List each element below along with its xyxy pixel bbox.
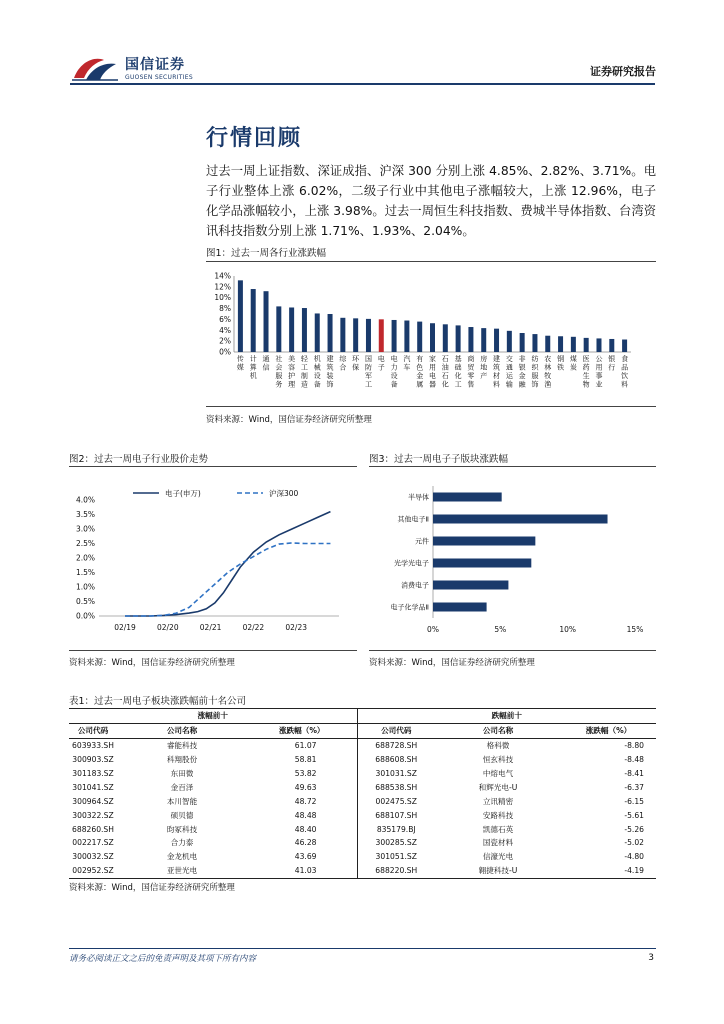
table-cell: 48.40 <box>247 822 357 836</box>
table-cell: 合力泰 <box>170 838 194 848</box>
category-label: 纺织服饰 <box>531 355 539 389</box>
bar <box>433 515 608 524</box>
table-cell: -4.80 <box>624 852 644 862</box>
bar <box>404 321 409 352</box>
table-cell: 东田微 <box>170 769 194 778</box>
table-cell: 002952.SZ <box>72 866 114 876</box>
category-label: 石油石化 <box>441 355 449 389</box>
table-cell: 835179.BJ <box>376 824 416 834</box>
category-label: 元件 <box>415 537 429 546</box>
category-label: 电子化学品Ⅱ <box>390 603 429 612</box>
footer-rule <box>69 948 656 949</box>
x-tick-label: 15% <box>626 625 644 634</box>
table-cell: -5.02 <box>624 838 644 848</box>
y-tick-label: 0.0% <box>75 611 95 621</box>
table-cell: 凯德石英 <box>482 824 514 834</box>
category-label: 电子 <box>377 355 385 372</box>
table-cell: -6.37 <box>624 782 644 792</box>
x-tick-label: 02/19 <box>114 623 136 632</box>
bar <box>520 333 525 352</box>
category-label: 公用事业 <box>595 355 603 389</box>
bar <box>443 324 448 352</box>
category-label: 电力设备 <box>390 355 398 389</box>
trend-line-chart <box>69 470 357 650</box>
category-label: 建筑装饰 <box>326 355 334 389</box>
table-cell: 002217.SZ <box>72 838 114 848</box>
table-cell: 安路科技 <box>482 810 514 820</box>
table-row <box>69 850 656 864</box>
table-row <box>69 836 656 850</box>
y-tick-label: 4% <box>219 325 231 335</box>
table-cell: -8.41 <box>624 769 644 778</box>
category-label: 社会服务 <box>275 355 283 389</box>
table-row <box>69 767 656 781</box>
table-cell: 53.82 <box>247 767 357 781</box>
table-cell: 301031.SZ <box>375 769 417 778</box>
bar <box>315 313 320 352</box>
fig2-top-rule <box>69 466 357 467</box>
bar <box>302 308 307 352</box>
table-cell: 688728.SH <box>375 741 418 751</box>
table-cell: 603933.SH <box>72 741 114 751</box>
table-cell: 48.48 <box>247 808 357 822</box>
y-tick-label: 14% <box>214 271 231 281</box>
category-label: 美容护理 <box>288 355 296 389</box>
table-cell: 睿能科技 <box>166 741 198 751</box>
y-tick-label: 3.5% <box>75 510 95 519</box>
y-tick-label: 2.0% <box>75 553 95 563</box>
fig2-source: 资料来源：Wind，国信证券经济研究所整理 <box>69 658 235 668</box>
table-cell: 恒玄科技 <box>482 755 514 765</box>
section-title-block <box>206 121 302 152</box>
table-cell: 688538.SH <box>375 782 418 792</box>
category-label: 银行 <box>608 355 616 372</box>
y-tick-label: 3.0% <box>75 524 95 534</box>
fig1-bottom-rule <box>206 406 656 407</box>
bar <box>507 331 512 352</box>
category-label: 轻工制造 <box>300 355 308 389</box>
bar <box>481 328 486 352</box>
table-cell: -6.15 <box>624 796 644 806</box>
bar <box>494 329 499 352</box>
series-line <box>125 512 330 616</box>
page-number: 3 <box>648 953 654 963</box>
table-cell: 688220.SH <box>375 866 418 876</box>
category-label: 非银金融 <box>518 355 526 389</box>
category-label: 钢铁 <box>557 355 565 372</box>
bar <box>430 323 435 352</box>
x-tick-label: 02/21 <box>199 623 222 632</box>
table-cell: 300032.SZ <box>72 852 114 862</box>
y-tick-label: 1.0% <box>75 582 95 592</box>
bar <box>584 338 589 352</box>
table-cell: 002475.SZ <box>375 796 417 806</box>
category-label: 食品饮料 <box>621 355 629 389</box>
x-tick-label: 02/20 <box>156 623 179 632</box>
legend-label: 电子(申万) <box>165 489 201 498</box>
table-cell: 48.72 <box>247 794 357 808</box>
table-cell: 翱捷科技-U <box>478 866 518 876</box>
category-label: 房地产 <box>480 355 488 380</box>
category-label: 环保 <box>352 355 360 372</box>
category-label: 基础化工 <box>454 355 462 389</box>
table-cell: 58.81 <box>247 753 357 767</box>
table-cell: -4.19 <box>624 866 644 876</box>
category-label: 其他电子Ⅱ <box>397 515 429 524</box>
table-cell: 688107.SH <box>375 810 418 820</box>
category-label: 传媒 <box>236 355 244 372</box>
y-tick-label: 4.0% <box>75 495 95 505</box>
table-row <box>69 738 656 752</box>
bar <box>289 307 294 352</box>
bar <box>366 319 371 352</box>
logo-mark-icon <box>70 52 122 84</box>
table-cell: 昀冢科技 <box>166 824 198 834</box>
fig1-source: 资料来源：Wind，国信证券经济研究所整理 <box>206 415 372 425</box>
bar <box>433 559 531 568</box>
table-cell: 49.63 <box>247 780 357 794</box>
x-tick-label: 0% <box>427 625 439 634</box>
bar <box>238 280 243 352</box>
report-type: 证券研究报告 <box>590 65 656 78</box>
bar <box>571 337 576 352</box>
x-tick-label: 5% <box>494 625 507 634</box>
top-movers-table-wrap <box>69 708 656 879</box>
category-label: 半导体 <box>408 493 429 502</box>
table-cell: 金百泽 <box>170 782 194 792</box>
table-header-row <box>69 723 656 738</box>
y-tick-label: 6% <box>219 314 231 324</box>
category-label: 消费电子 <box>401 581 429 590</box>
header-rule <box>70 83 655 85</box>
table-cell: 信濠光电 <box>482 852 514 862</box>
bar <box>609 339 614 352</box>
bar <box>328 314 333 352</box>
table-cell: 43.69 <box>247 850 357 864</box>
table-cell: 300285.SZ <box>375 838 417 848</box>
x-tick-label: 02/23 <box>285 623 308 632</box>
table-cell: 格科微 <box>486 741 510 751</box>
table-cell: 亚世光电 <box>166 866 198 876</box>
y-tick-label: 8% <box>219 304 231 314</box>
group-header-losers: 跌幅前十 <box>491 711 522 721</box>
bar <box>468 327 473 352</box>
logo-name-cn: 国信证券 <box>125 57 185 73</box>
bar <box>353 318 358 352</box>
bar <box>392 320 397 352</box>
col-header: 公司名称 <box>482 726 514 736</box>
table-cell: 300903.SZ <box>72 755 114 765</box>
table-row <box>69 753 656 767</box>
table-cell: 688608.SH <box>375 755 418 765</box>
bar <box>433 537 535 546</box>
industry-bar-chart <box>206 265 656 405</box>
subsector-bar-chart <box>369 470 656 650</box>
table-cell: 301041.SZ <box>72 782 114 792</box>
y-tick-label: 10% <box>214 293 231 303</box>
legend-label: 沪深300 <box>269 489 299 498</box>
category-label: 综合 <box>339 355 347 372</box>
summary-paragraph: 过去一周上证指数、深证成指、沪深 300 分别上涨 4.85%、2.82%、3.71%。电子行业整体上涨 6.02%，二级子行业中其他电子涨幅较大，上涨 12.96%，电子化学品涨幅较小，上涨 3.98%。过去一周恒生科技指数、费城半导体指数、台湾资讯科技指数分别上涨 1.71%、1.93%、2.04%。 <box>206 164 656 238</box>
table-row <box>69 822 656 836</box>
table-cell: 金龙机电 <box>166 852 198 862</box>
bar <box>340 318 345 352</box>
logo <box>70 52 200 84</box>
table-cell: -5.61 <box>624 810 644 820</box>
table-cell: 688260.SH <box>72 824 114 834</box>
category-label: 农林牧渔 <box>544 355 552 389</box>
table-row <box>69 864 656 878</box>
category-label: 光学光电子 <box>394 559 429 568</box>
table-body <box>69 738 656 878</box>
bar <box>433 581 508 590</box>
fig3-top-rule <box>369 466 656 467</box>
category-label: 商贸零售 <box>467 355 475 389</box>
bar <box>276 306 281 352</box>
table-cell: 科翔股份 <box>166 755 198 765</box>
col-header: 涨跌幅（%） <box>247 723 357 738</box>
category-label: 交通运输 <box>505 355 513 389</box>
y-tick-label: 0% <box>219 347 231 357</box>
category-label: 建筑材料 <box>493 355 501 389</box>
y-tick-label: 2% <box>219 336 231 346</box>
bar <box>251 289 256 352</box>
table-cell: 300322.SZ <box>72 810 114 820</box>
category-label: 国防军工 <box>364 355 372 389</box>
table-group-row <box>69 709 656 724</box>
category-label: 通信 <box>262 355 270 372</box>
bar <box>264 291 269 352</box>
bar <box>545 336 550 352</box>
table-cell: 46.28 <box>247 836 357 850</box>
bar <box>379 319 384 352</box>
table-cell: -8.48 <box>624 755 644 765</box>
fig2-bottom-rule <box>69 650 357 651</box>
category-label: 煤炭 <box>569 355 577 372</box>
col-header: 公司代码 <box>77 726 109 736</box>
category-label: 医药生物 <box>582 355 590 389</box>
table-cell: 国瓷材料 <box>482 838 514 848</box>
col-header: 公司名称 <box>166 726 198 736</box>
table-cell: 硕贝德 <box>170 810 194 820</box>
y-tick-label: 2.5% <box>75 539 95 548</box>
col-header: 公司代码 <box>381 726 412 736</box>
x-tick-label: 10% <box>559 625 577 634</box>
table-cell: 61.07 <box>247 738 357 752</box>
table-cell: 中熔电气 <box>482 769 514 778</box>
table-cell: 41.03 <box>247 864 357 878</box>
category-label: 计算机 <box>249 355 257 380</box>
table-cell: 本川智能 <box>166 796 198 806</box>
bar <box>433 493 502 502</box>
col-header: 涨跌幅（%） <box>585 726 632 736</box>
table-row <box>69 780 656 794</box>
series-line <box>125 543 330 616</box>
bar <box>456 325 461 352</box>
category-label: 有色金属 <box>416 355 424 389</box>
top-movers-table <box>69 708 656 879</box>
table-caption: 表1：过去一周电子板块涨跌幅前十名公司 <box>69 696 247 707</box>
bar <box>417 322 422 352</box>
fig1-caption: 图1：过去一周各行业涨跌幅 <box>206 248 327 259</box>
fig2-caption: 图2：过去一周电子行业股价走势 <box>69 454 209 465</box>
group-header-gainers: 涨幅前十 <box>69 709 357 724</box>
fig1-top-rule <box>206 261 656 262</box>
category-label: 家用电器 <box>429 355 436 389</box>
x-tick-label: 02/22 <box>242 623 265 632</box>
table-cell: 300964.SZ <box>72 796 114 806</box>
table-cell: -5.26 <box>624 824 644 834</box>
table-cell: 和辉光电-U <box>478 782 518 792</box>
footer-disclaimer: 请务必阅读正文之后的免责声明及其项下所有内容 <box>69 954 257 964</box>
fig3-source: 资料来源：Wind，国信证券经济研究所整理 <box>369 658 535 668</box>
table-row <box>69 808 656 822</box>
category-label: 机械设备 <box>313 355 321 389</box>
table-row <box>69 794 656 808</box>
fig3-bottom-rule <box>369 650 656 651</box>
table-cell: 301183.SZ <box>72 769 114 778</box>
category-label: 汽车 <box>403 355 411 372</box>
table-cell: 301051.SZ <box>375 852 417 862</box>
table-source: 资料来源：Wind，国信证券经济研究所整理 <box>69 883 235 893</box>
table-cell: -8.80 <box>624 741 644 751</box>
logo-name-en: GUOSEN SECURITIES <box>125 74 194 81</box>
bar <box>622 340 627 352</box>
y-tick-label: 12% <box>214 282 231 292</box>
bar <box>558 336 563 352</box>
section-title: 行情回顾 <box>206 126 303 151</box>
bar <box>596 338 601 352</box>
table-cell: 立讯精密 <box>482 796 514 806</box>
fig3-caption: 图3：过去一周电子子版块涨跌幅 <box>369 454 509 465</box>
bar <box>532 334 537 352</box>
y-tick-label: 1.5% <box>75 568 95 577</box>
y-tick-label: 0.5% <box>75 597 95 606</box>
bar <box>433 603 487 612</box>
